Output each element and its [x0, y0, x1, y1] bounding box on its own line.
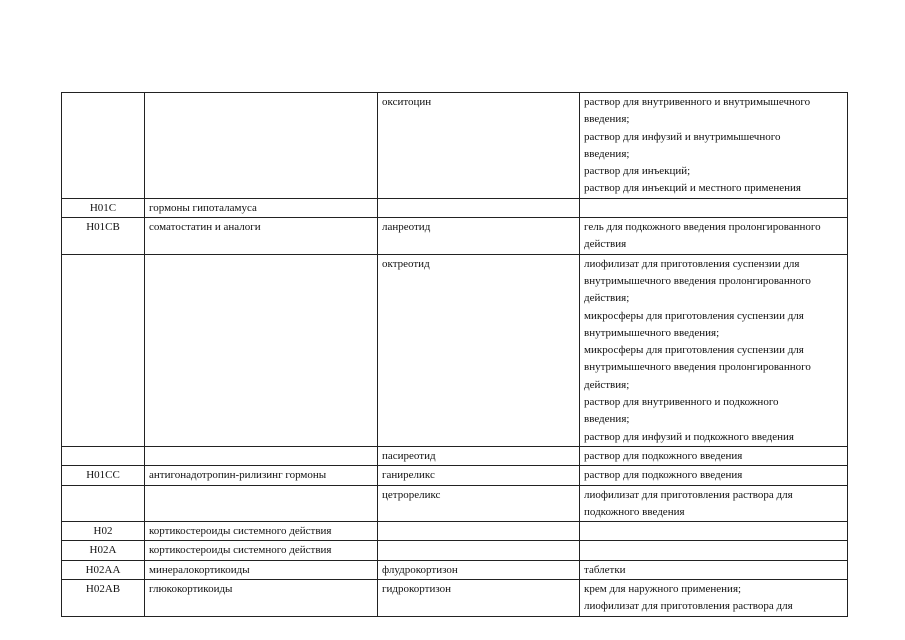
dosage-form-cell — [580, 560, 848, 579]
dosage-form-line: гель для подкожного введения пролонгированного — [584, 221, 821, 234]
dosage-form-cell — [580, 254, 848, 446]
drug-name-cell: октреотид — [378, 254, 580, 446]
table-row — [62, 93, 848, 199]
drug-name-cell — [378, 541, 580, 560]
table-row — [62, 522, 848, 541]
table-row — [62, 446, 848, 465]
anatomical-group-cell: кортикостероиды системного действия — [145, 541, 378, 560]
dosage-form-line: микросферы для приготовления суспензии для — [584, 309, 804, 322]
table-row — [62, 580, 848, 617]
atc-code-cell: H02A — [62, 541, 145, 560]
anatomical-group-cell: соматостатин и аналоги — [145, 218, 378, 255]
drug-classification-table — [61, 92, 848, 617]
atc-code-cell: H01C — [62, 198, 145, 217]
anatomical-group-cell — [145, 485, 378, 522]
dosage-form-cell — [580, 198, 848, 217]
dosage-form-cell — [580, 580, 848, 617]
dosage-form-line: действия; — [584, 378, 630, 391]
anatomical-group-cell — [145, 446, 378, 465]
drug-name-cell: ланреотид — [378, 218, 580, 255]
dosage-form-cell — [580, 541, 848, 560]
table-row — [62, 218, 848, 255]
table-row — [62, 541, 848, 560]
atc-code-cell — [62, 93, 145, 199]
dosage-form-line: раствор для подкожного введения — [584, 449, 743, 462]
dosage-form-line: раствор для инъекций; — [584, 165, 691, 178]
anatomical-group-cell — [145, 93, 378, 199]
drug-name-cell: пасиреотид — [378, 446, 580, 465]
atc-code-cell: H02 — [62, 522, 145, 541]
table-row — [62, 466, 848, 485]
dosage-form-line: введения; — [584, 413, 630, 426]
drug-name-cell: цетрореликс — [378, 485, 580, 522]
anatomical-group-cell: минералокортикоиды — [145, 560, 378, 579]
dosage-form-cell — [580, 446, 848, 465]
atc-code-cell — [62, 485, 145, 522]
dosage-form-cell — [580, 466, 848, 485]
anatomical-group-cell: кортикостероиды системного действия — [145, 522, 378, 541]
dosage-form-line: раствор для внутривенного и внутримышечного — [584, 96, 811, 108]
dosage-form-line: лиофилизат для приготовления раствора для — [584, 488, 793, 501]
dosage-form-cell — [580, 485, 848, 522]
dosage-form-line: действия — [584, 238, 627, 251]
dosage-form-line: раствор для инфузий и внутримышечного — [584, 130, 781, 143]
dosage-form-line: внутримышечного введения; — [584, 326, 720, 339]
anatomical-group-cell: глюкокортикоиды — [145, 580, 378, 617]
table-row — [62, 560, 848, 579]
anatomical-group-cell — [145, 254, 378, 446]
drug-name-cell: флудрокортизон — [378, 560, 580, 579]
dosage-form-line: раствор для инфузий и подкожного введения — [584, 430, 794, 443]
anatomical-group-cell: гормоны гипоталамуса — [145, 198, 378, 217]
atc-code-cell — [62, 254, 145, 446]
atc-code-cell: H01CC — [62, 466, 145, 485]
dosage-form-line: лиофилизат для приготовления суспензии для — [584, 257, 800, 270]
drug-name-cell: ганиреликс — [378, 466, 580, 485]
dosage-form-line: раствор для внутривенного и подкожного — [584, 396, 779, 409]
anatomical-group-cell: антигонадотропин-рилизинг гормоны — [145, 466, 378, 485]
dosage-form-cell — [580, 522, 848, 541]
table-row — [62, 254, 848, 446]
atc-code-cell: H01CB — [62, 218, 145, 255]
dosage-form-line: внутримышечного введения пролонгированного — [584, 274, 811, 287]
table-body — [62, 93, 848, 617]
dosage-form-cell — [580, 218, 848, 255]
dosage-form-line: таблетки — [584, 563, 626, 576]
dosage-form-line: раствор для инъекций и местного применения — [584, 182, 801, 195]
dosage-form-line: введения; — [584, 113, 630, 126]
dosage-form-line: раствор для подкожного введения — [584, 469, 743, 482]
drug-name-cell — [378, 522, 580, 541]
dosage-form-line: внутримышечного введения пролонгированного — [584, 361, 811, 374]
dosage-form-line: лиофилизат для приготовления раствора для — [584, 600, 793, 613]
dosage-form-line: действия; — [584, 292, 630, 305]
atc-code-cell — [62, 446, 145, 465]
drug-name-cell: окситоцин — [378, 93, 580, 199]
table-row — [62, 485, 848, 522]
atc-code-cell: H02AA — [62, 560, 145, 579]
dosage-form-cell — [580, 93, 848, 199]
dosage-form-line: микросферы для приготовления суспензии для — [584, 344, 804, 357]
drug-name-cell: гидрокортизон — [378, 580, 580, 617]
dosage-form-line: крем для наружного применения; — [584, 583, 742, 596]
dosage-form-line: введения; — [584, 147, 630, 160]
table-row — [62, 198, 848, 217]
atc-code-cell: H02AB — [62, 580, 145, 617]
dosage-form-line: подкожного введения — [584, 505, 685, 518]
drug-name-cell — [378, 198, 580, 217]
